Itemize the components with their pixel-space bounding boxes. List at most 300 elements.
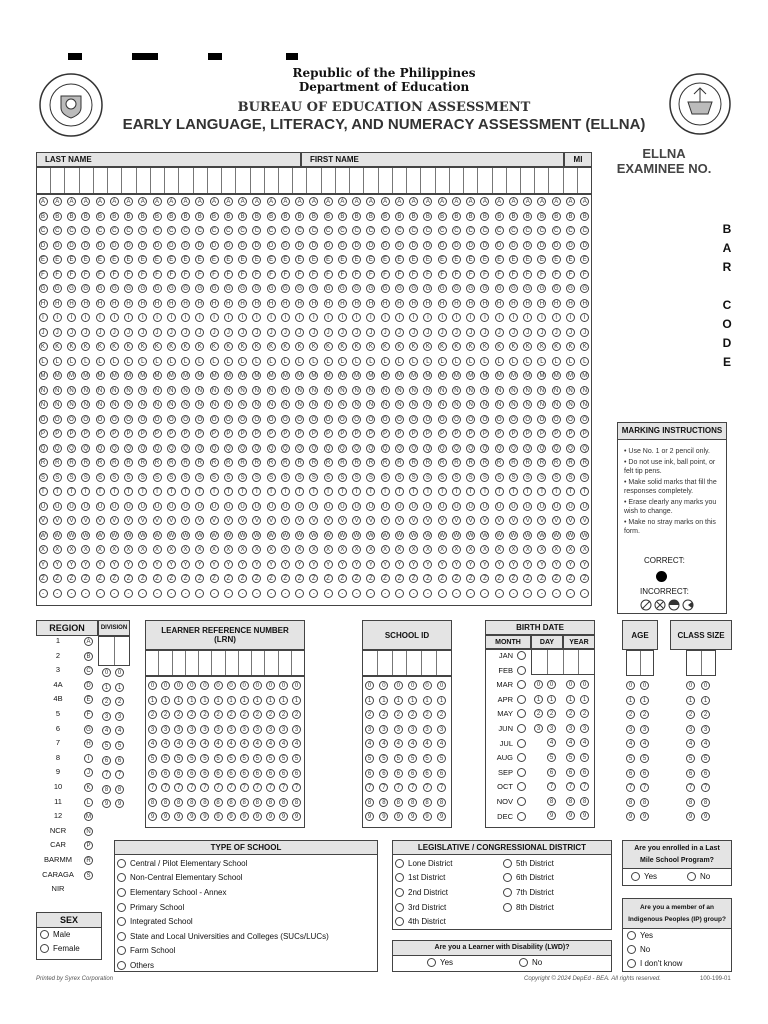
lrn-bubble[interactable]: 4 [161,739,170,748]
class-size-bubble[interactable]: 0 [686,681,695,690]
region-bubble[interactable]: E [84,695,93,704]
lrn-bubble[interactable]: 6 [292,769,301,778]
name-bubble[interactable]: P [537,429,546,438]
lrn-bubble[interactable]: 5 [200,754,209,763]
birth-digit-bubble[interactable]: 0 [566,680,575,689]
name-bubble[interactable]: G [138,284,147,293]
school-id-bubble[interactable]: 2 [408,710,417,719]
name-bubble[interactable]: Q [96,444,105,453]
lrn-bubble[interactable]: 1 [148,696,157,705]
name-bubble[interactable]: M [468,373,474,379]
age-bubble[interactable]: 1 [626,696,635,705]
name-bubble[interactable]: S [167,473,176,482]
name-bubble[interactable]: E [53,255,62,264]
name-bubble[interactable]: V [423,516,432,525]
age-bubble[interactable]: 1 [640,696,649,705]
name-bubble[interactable]: L [580,357,589,366]
region-bubble[interactable]: J [84,768,93,777]
name-bubble[interactable]: T [495,487,504,496]
name-bubble[interactable]: G [381,284,390,293]
name-bubble[interactable]: H [281,299,290,308]
name-bubble[interactable]: P [210,429,219,438]
name-bubble[interactable]: Z [67,574,76,583]
name-bubble[interactable]: A [224,197,233,206]
name-bubble[interactable]: Q [309,444,318,453]
name-bubble[interactable]: W [567,532,574,539]
radio-bubble[interactable] [503,888,512,897]
lrn-bubble[interactable]: 1 [240,696,249,705]
name-bubble[interactable]: J [295,328,304,337]
name-bubble[interactable]: D [338,241,347,250]
school-id-bubble[interactable]: 8 [408,798,417,807]
name-bubble[interactable]: G [181,284,190,293]
name-bubble[interactable]: O [438,415,447,424]
radio-bubble[interactable] [395,859,404,868]
name-bubble[interactable]: I [495,313,504,322]
name-bubble[interactable]: V [580,516,589,525]
name-bubble[interactable]: X [39,545,48,554]
lrn-bubble[interactable]: 3 [240,725,249,734]
name-bubble[interactable]: O [39,415,48,424]
name-bubble[interactable]: C [53,226,62,235]
name-bubble[interactable]: Ñ [195,400,204,409]
name-bubble[interactable]: A [324,197,333,206]
lrn-bubble[interactable]: 0 [279,681,288,690]
name-bubble[interactable]: Q [395,444,404,453]
name-bubble[interactable]: Z [267,574,276,583]
name-bubble[interactable]: R [480,458,489,467]
name-bubble[interactable]: Y [53,560,62,569]
name-bubble[interactable]: T [438,487,447,496]
name-bubble[interactable]: V [238,516,247,525]
lrn-bubble[interactable]: 8 [200,798,209,807]
lrn-bubble[interactable]: 3 [253,725,262,734]
lrn-bubble[interactable]: 7 [266,783,275,792]
name-bubble[interactable]: A [153,197,162,206]
name-bubble[interactable]: U [338,502,347,511]
lrn-bubble[interactable]: 0 [266,681,275,690]
name-bubble[interactable]: K [181,342,190,351]
name-bubble[interactable]: W [282,532,289,539]
class-size-bubble[interactable]: 6 [701,769,710,778]
name-bubble[interactable]: I [81,313,90,322]
name-bubble[interactable]: C [96,226,105,235]
name-bubble[interactable]: A [409,197,418,206]
name-bubble[interactable]: E [124,255,133,264]
region-bubble[interactable]: G [84,725,93,734]
radio-bubble[interactable] [117,961,126,970]
name-bubble[interactable]: G [352,284,361,293]
name-bubble[interactable]: T [238,487,247,496]
age-bubble[interactable]: 8 [626,798,635,807]
name-bubble[interactable]: B [167,212,176,221]
name-bubble[interactable]: Y [552,560,561,569]
name-bubble[interactable]: P [224,429,233,438]
name-bubble[interactable]: Y [39,560,48,569]
name-bubble[interactable]: F [509,270,518,279]
name-bubble[interactable]: Y [580,560,589,569]
name-bubble[interactable]: F [438,270,447,279]
name-bubble[interactable]: N [110,386,119,395]
name-bubble[interactable]: I [67,313,76,322]
name-bubble[interactable]: C [423,226,432,235]
name-bubble[interactable]: B [324,212,333,221]
lrn-bubble[interactable]: 3 [148,725,157,734]
name-bubble[interactable]: O [252,415,261,424]
lrn-bubble[interactable]: 6 [214,769,223,778]
school-id-bubble[interactable]: 3 [365,725,374,734]
lrn-bubble[interactable]: 9 [174,812,183,821]
radio-bubble[interactable] [503,903,512,912]
name-bubble[interactable]: E [81,255,90,264]
name-bubble[interactable]: W [325,532,331,539]
name-bubble[interactable]: T [281,487,290,496]
name-bubble[interactable]: Q [466,444,475,453]
name-bubble[interactable]: Ñ [153,400,162,409]
name-bubble[interactable]: J [96,328,105,337]
radio-bubble[interactable] [627,959,636,968]
name-bubble[interactable]: Z [523,574,532,583]
name-bubble[interactable]: Ñ [338,400,347,409]
name-bubble[interactable]: P [580,429,589,438]
name-bubble[interactable]: O [537,415,546,424]
name-bubble[interactable]: V [309,516,318,525]
name-bubble[interactable]: R [438,458,447,467]
name-bubble[interactable]: Ñ [452,400,461,409]
name-bubble[interactable]: N [195,386,204,395]
lrn-bubble[interactable]: 3 [266,725,275,734]
name-bubble[interactable]: L [238,357,247,366]
name-bubble[interactable]: Ñ [238,400,247,409]
name-bubble[interactable]: E [153,255,162,264]
name-bubble[interactable]: C [181,226,190,235]
name-bubble[interactable]: N [338,386,347,395]
class-size-bubble[interactable]: 5 [701,754,710,763]
radio-bubble[interactable] [395,888,404,897]
lrn-bubble[interactable]: 9 [148,812,157,821]
name-bubble[interactable]: N [309,386,318,395]
name-bubble[interactable]: I [96,313,105,322]
name-bubble[interactable]: S [81,473,90,482]
name-bubble[interactable]: K [224,342,233,351]
name-bubble[interactable]: H [67,299,76,308]
name-bubble[interactable]: X [238,545,247,554]
name-bubble[interactable]: V [295,516,304,525]
school-type-option[interactable] [117,914,375,929]
name-bubble[interactable]: O [138,415,147,424]
name-bubble[interactable]: B [366,212,375,221]
name-bubble[interactable]: N [96,386,105,395]
name-bubble[interactable]: G [523,284,532,293]
name-bubble[interactable]: R [324,458,333,467]
district-option[interactable] [395,914,495,929]
name-bubble[interactable]: N [324,386,333,395]
class-size-bubble[interactable]: 5 [686,754,695,763]
lrn-bubble[interactable]: 4 [174,739,183,748]
school-id-bubble[interactable]: 6 [379,769,388,778]
name-bubble[interactable]: L [423,357,432,366]
name-bubble[interactable]: P [124,429,133,438]
name-bubble[interactable]: S [238,473,247,482]
name-bubble[interactable]: D [181,241,190,250]
school-id-bubble[interactable]: 0 [437,681,446,690]
name-bubble[interactable]: Z [537,574,546,583]
name-bubble[interactable]: Y [495,560,504,569]
name-bubble[interactable]: E [67,255,76,264]
name-bubble[interactable]: Y [452,560,461,569]
name-bubble[interactable]: M [339,373,345,379]
name-bubble[interactable]: U [523,502,532,511]
name-bubble[interactable]: J [495,328,504,337]
name-bubble[interactable]: I [238,313,247,322]
name-bubble[interactable]: Y [509,560,518,569]
school-type-option[interactable] [117,900,375,915]
name-bubble[interactable]: Y [281,560,290,569]
name-bubble[interactable]: S [110,473,119,482]
name-bubble[interactable]: C [352,226,361,235]
birth-digit-bubble[interactable]: 9 [580,811,589,820]
name-bubble[interactable]: G [580,284,589,293]
name-bubble[interactable]: Ñ [53,400,62,409]
name-bubble[interactable]: X [409,545,418,554]
name-bubble[interactable]: Ñ [366,400,375,409]
name-bubble[interactable]: I [552,313,561,322]
birth-digit-bubble[interactable]: 0 [534,680,543,689]
name-bubble[interactable]: E [566,255,575,264]
name-bubble[interactable]: F [309,270,318,279]
division-bubble[interactable]: 5 [102,741,111,750]
name-bubble[interactable]: G [39,284,48,293]
lrn-bubble[interactable]: 7 [200,783,209,792]
name-bubble[interactable]: O [381,415,390,424]
division-bubble[interactable]: 6 [102,756,111,765]
lrn-bubble[interactable]: 1 [279,696,288,705]
name-bubble[interactable]: L [96,357,105,366]
name-bubble[interactable]: - [39,589,48,598]
name-bubble[interactable]: A [466,197,475,206]
name-bubble[interactable]: W [339,532,346,539]
name-bubble[interactable]: F [338,270,347,279]
name-bubble[interactable]: M [69,373,74,379]
name-bubble[interactable]: Z [452,574,461,583]
name-bubble[interactable]: H [537,299,546,308]
name-bubble[interactable]: B [438,212,447,221]
name-bubble[interactable]: D [53,241,62,250]
name-bubble[interactable]: H [309,299,318,308]
lrn-bubble[interactable]: 2 [187,710,196,719]
name-bubble[interactable]: V [124,516,133,525]
name-bubble[interactable]: R [124,458,133,467]
name-bubble[interactable]: K [452,342,461,351]
name-bubble[interactable]: X [366,545,375,554]
name-bubble[interactable]: F [452,270,461,279]
name-bubble[interactable]: V [466,516,475,525]
name-bubble[interactable]: X [552,545,561,554]
name-bubble[interactable]: B [395,212,404,221]
name-bubble[interactable]: R [295,458,304,467]
name-bubble[interactable]: Y [267,560,276,569]
name-bubble[interactable]: D [509,241,518,250]
name-bubble[interactable]: Z [552,574,561,583]
name-bubble[interactable]: G [552,284,561,293]
name-bubble[interactable]: S [423,473,432,482]
class-size-bubble[interactable]: 4 [701,739,710,748]
school-type-option[interactable] [117,871,375,886]
name-bubble[interactable]: N [252,386,261,395]
name-bubble[interactable]: W [496,532,503,539]
name-bubble[interactable]: K [110,342,119,351]
lrn-bubble[interactable]: 0 [148,681,157,690]
name-bubble[interactable]: B [110,212,119,221]
name-bubble[interactable]: V [81,516,90,525]
name-bubble[interactable]: O [466,415,475,424]
name-bubble[interactable]: T [81,487,90,496]
name-bubble[interactable]: U [324,502,333,511]
name-bubble[interactable]: B [281,212,290,221]
lrn-bubble[interactable]: 2 [240,710,249,719]
name-bubble[interactable]: - [267,589,276,598]
name-bubble[interactable]: A [537,197,546,206]
name-bubble[interactable]: S [338,473,347,482]
name-bubble[interactable]: X [153,545,162,554]
name-bubble[interactable]: J [338,328,347,337]
name-bubble[interactable]: W [296,532,303,539]
name-bubble[interactable]: K [366,342,375,351]
name-bubble[interactable]: I [181,313,190,322]
name-bubble[interactable]: D [238,241,247,250]
name-bubble[interactable]: E [537,255,546,264]
name-bubble[interactable]: F [566,270,575,279]
name-bubble[interactable]: U [81,502,90,511]
name-bubble[interactable]: G [267,284,276,293]
name-bubble[interactable]: V [409,516,418,525]
name-bubble[interactable]: V [452,516,461,525]
name-bubble[interactable]: W [239,532,246,539]
name-bubble[interactable]: - [495,589,504,598]
name-bubble[interactable]: - [352,589,361,598]
region-bubble[interactable]: L [84,798,93,807]
name-bubble[interactable]: T [537,487,546,496]
lrn-bubble[interactable]: 9 [161,812,170,821]
name-bubble[interactable]: Ñ [224,400,233,409]
name-bubble[interactable]: V [552,516,561,525]
name-bubble[interactable]: U [366,502,375,511]
name-bubble[interactable]: X [295,545,304,554]
name-bubble[interactable]: Y [181,560,190,569]
age-bubble[interactable]: 4 [640,739,649,748]
name-bubble[interactable]: Q [252,444,261,453]
name-bubble[interactable]: C [224,226,233,235]
class-size-bubble[interactable]: 7 [701,783,710,792]
name-bubble[interactable]: F [466,270,475,279]
name-bubble[interactable]: E [224,255,233,264]
name-bubble[interactable]: U [381,502,390,511]
age-bubble[interactable]: 5 [626,754,635,763]
name-bubble[interactable]: P [338,429,347,438]
name-bubble[interactable]: B [552,212,561,221]
name-bubble[interactable]: C [395,226,404,235]
birth-digit-bubble[interactable]: 7 [566,782,575,791]
district-option[interactable] [503,885,603,900]
name-bubble[interactable]: T [466,487,475,496]
name-bubble[interactable]: U [53,502,62,511]
name-bubble[interactable]: N [210,386,219,395]
name-bubble[interactable]: Y [381,560,390,569]
district-option[interactable] [395,871,495,886]
name-bubble[interactable]: V [480,516,489,525]
name-bubble[interactable]: K [409,342,418,351]
name-bubble[interactable]: T [452,487,461,496]
name-bubble[interactable]: N [395,386,404,395]
name-bubble[interactable]: M [325,373,331,379]
name-bubble[interactable]: N [238,386,247,395]
school-id-bubble[interactable]: 4 [365,739,374,748]
name-bubble[interactable]: S [352,473,361,482]
name-bubble[interactable]: H [580,299,589,308]
name-bubble[interactable]: P [252,429,261,438]
lrn-bubble[interactable]: 5 [279,754,288,763]
name-bubble[interactable]: X [195,545,204,554]
name-bubble[interactable]: I [338,313,347,322]
lrn-bubble[interactable]: 2 [214,710,223,719]
birth-digit-bubble[interactable]: 6 [547,768,556,777]
name-bubble[interactable]: Ñ [423,400,432,409]
name-bubble[interactable]: G [153,284,162,293]
name-bubble[interactable]: D [153,241,162,250]
name-bubble[interactable]: R [566,458,575,467]
name-bubble[interactable]: - [552,589,561,598]
school-id-bubble[interactable]: 4 [423,739,432,748]
division-bubble[interactable]: 2 [115,697,124,706]
name-bubble[interactable]: Ñ [39,400,48,409]
name-bubble[interactable]: Z [96,574,105,583]
name-bubble[interactable]: L [252,357,261,366]
birth-digit-bubble[interactable]: 1 [534,695,543,704]
name-bubble[interactable]: V [324,516,333,525]
school-id-bubble[interactable]: 6 [437,769,446,778]
lrn-bubble[interactable]: 7 [227,783,236,792]
name-bubble[interactable]: R [395,458,404,467]
name-bubble[interactable]: N [267,386,276,395]
name-bubble[interactable]: N [67,386,76,395]
name-bubble[interactable]: J [523,328,532,337]
name-bubble[interactable]: W [139,532,146,539]
name-bubble[interactable]: X [110,545,119,554]
name-bubble[interactable]: R [153,458,162,467]
name-bubble[interactable]: P [423,429,432,438]
name-bubble[interactable]: T [309,487,318,496]
school-type-option[interactable] [117,885,375,900]
name-bubble[interactable]: T [181,487,190,496]
name-bubble[interactable]: O [309,415,318,424]
name-bubble[interactable]: M [382,373,388,379]
name-bubble[interactable]: J [452,328,461,337]
radio-bubble[interactable] [117,946,126,955]
name-bubble[interactable]: K [153,342,162,351]
name-bubble[interactable]: Y [153,560,162,569]
name-bubble[interactable]: M [539,373,545,379]
name-bubble[interactable]: Z [153,574,162,583]
name-bubble[interactable]: E [324,255,333,264]
name-bubble[interactable]: J [324,328,333,337]
name-bubble[interactable]: H [267,299,276,308]
month-bubble[interactable] [517,797,526,806]
name-bubble[interactable]: V [224,516,233,525]
name-bubble[interactable]: B [238,212,247,221]
name-bubble[interactable]: W [54,532,61,539]
name-bubble[interactable]: M [97,373,103,379]
lrn-bubble[interactable]: 3 [227,725,236,734]
